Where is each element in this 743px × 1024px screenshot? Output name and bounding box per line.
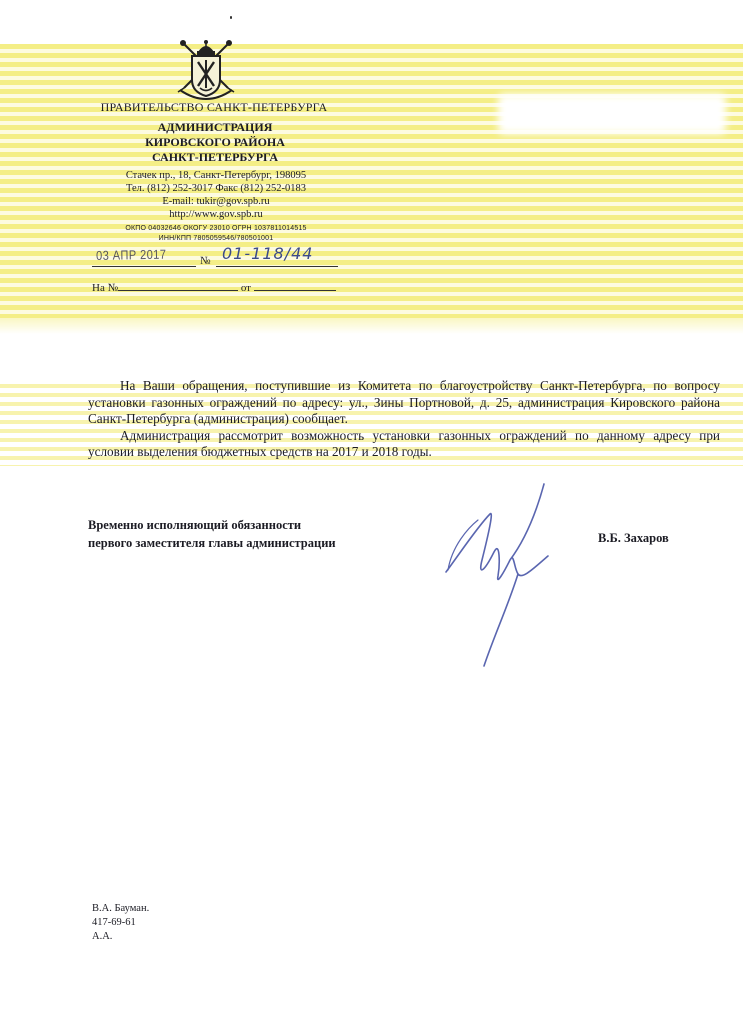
executor-name: В.А. Бауман.: [92, 903, 150, 914]
signatory-role-line: первого заместителя главы администрации: [88, 536, 336, 550]
number-underline: [216, 266, 338, 267]
administration-title-line: САНКТ-ПЕТЕРБУРГА: [151, 150, 279, 164]
signatory-name: В.Б. Захаров: [598, 531, 669, 545]
registration-line: [92, 246, 342, 270]
letterhead-stripes-fade: [0, 318, 743, 334]
executor-initials: А.А.: [92, 931, 113, 942]
reply-from-label: от: [240, 282, 251, 294]
scan-speck: [230, 16, 232, 19]
body-paragraph: На Ваши обращения, поступившие из Комитета по благоустройству Санкт-Петербурга, по вопросу установки газонных ограждений по адресу: ул., Зины Портновой, д. 25, администрация Кировского района Санкт-Петербурга (администрация) сообщает.: [88, 378, 720, 426]
executor-block: [92, 902, 149, 944]
date-stamp: 03 АПР 2017: [96, 246, 167, 263]
email: E-mail: tukir@gov.spb.ru: [162, 196, 270, 207]
codes-line: ИНН/КПП 7805059546/780501001: [158, 235, 274, 242]
number-label: №: [200, 255, 211, 267]
st-petersburg-coat-of-arms-icon: [170, 38, 242, 104]
reply-date-underline: [254, 280, 336, 291]
government-title: ПРАВИТЕЛЬСТВО САНКТ-ПЕТЕРБУРГА: [100, 100, 328, 114]
letter-body: [88, 378, 720, 461]
codes-line: ОКПО 04032646 ОКОГУ 23010 ОГРН 1037811014515: [125, 225, 307, 232]
registry-codes: [100, 224, 332, 244]
signatory-role: [88, 516, 336, 552]
date-underline: [92, 266, 196, 267]
contact-block: [100, 169, 332, 221]
administration-title-line: КИРОВСКОГО РАЙОНА: [145, 135, 285, 149]
reply-label: На №: [92, 282, 119, 294]
signatory-role-line: Временно исполняющий обязанности: [88, 518, 302, 532]
administration-title-line: АДМИНИСТРАЦИЯ: [157, 120, 273, 134]
reply-reference-line: [92, 280, 336, 294]
administration-title: [110, 120, 320, 165]
website: http://www.gov.spb.ru: [169, 209, 263, 220]
phone-fax: Тел. (812) 252-3017 Факс (812) 252-0183: [125, 183, 307, 194]
address: Стачек пр., 18, Санкт-Петербург, 198095: [125, 170, 307, 181]
handwritten-number: 01-118/44: [222, 244, 314, 263]
executor-phone: 417-69-61: [92, 917, 136, 928]
body-paragraph: Администрация рассмотрит возможность установки газонных ограждений по данному адресу при условии выделения бюджетных средств на 2017 и 2018 годы.: [88, 427, 720, 459]
redacted-recipient: [498, 94, 726, 134]
reply-number-underline: [118, 280, 238, 291]
handwritten-signature: [438, 476, 558, 676]
